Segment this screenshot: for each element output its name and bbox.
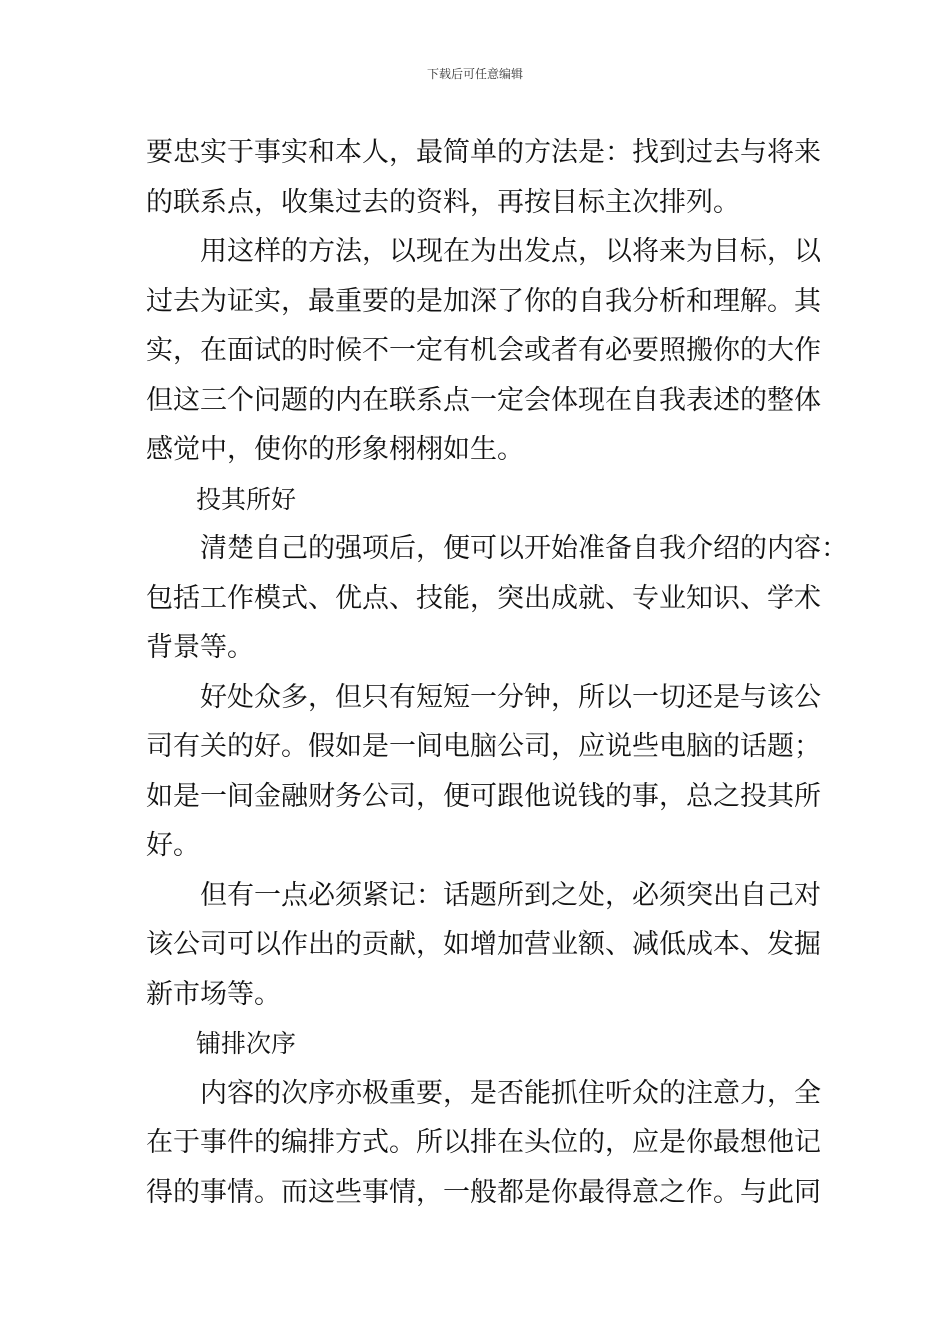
text-line: 好处众多，但只有短短一分钟，所以一切还是与该公 xyxy=(200,681,821,713)
text-line: 内容的次序亦极重要，是否能抓住听众的注意力，全 xyxy=(200,1077,821,1109)
text-line: 好。 xyxy=(146,830,200,861)
section-heading-1: 投其所好 xyxy=(196,484,297,514)
paragraph-2 xyxy=(146,227,821,475)
text-line: 的联系点，收集过去的资料，再按目标主次排列。 xyxy=(146,186,740,218)
text-line: 新市场等。 xyxy=(146,978,281,1010)
paragraph-4 xyxy=(146,673,821,871)
text-line: 过去为证实，最重要的是加深了你的自我分析和理解。其 xyxy=(146,285,821,317)
page-header: 下载后可任意编辑 xyxy=(426,67,523,81)
paragraph-5 xyxy=(146,871,821,1020)
paragraph-6 xyxy=(146,1069,821,1218)
text-line: 得的事情。而这些事情，一般都是你最得意之作。与此同 xyxy=(146,1176,821,1208)
text-line: 该公司可以作出的贡献，如增加营业额、减低成本、发掘 xyxy=(146,929,821,960)
paragraph-3 xyxy=(146,524,848,673)
text-line: 背景等。 xyxy=(146,632,254,663)
text-line: 清楚自己的强项后，便可以开始准备自我介绍的内容： xyxy=(200,533,848,564)
text-line: 包括工作模式、优点、技能，突出成就、专业知识、学术 xyxy=(146,582,821,614)
paragraph-1 xyxy=(146,128,821,227)
text-line: 司有关的好。假如是一间电脑公司，应说些电脑的话题； xyxy=(146,731,821,762)
text-line: 如是一间金融财务公司，便可跟他说钱的事，总之投其所 xyxy=(146,780,821,812)
document-body xyxy=(146,128,848,1217)
text-line: 实，在面试的时候不一定有机会或者有必要照搬你的大作 xyxy=(146,335,821,366)
text-line: 感觉中，使你的形象栩栩如生。 xyxy=(146,434,524,465)
text-line: 在于事件的编排方式。所以排在头位的，应是你最想他记 xyxy=(146,1127,821,1158)
text-line: 但有一点必须紧记：话题所到之处，必须突出自己对 xyxy=(200,879,821,911)
text-line: 要忠实于事实和本人，最简单的方法是：找到过去与将来 xyxy=(146,137,821,168)
text-line: 但这三个问题的内在联系点一定会体现在自我表述的整体 xyxy=(146,384,821,416)
text-line: 用这样的方法，以现在为出发点，以将来为目标，以 xyxy=(200,236,821,267)
section-heading-2: 铺排次序 xyxy=(196,1029,297,1058)
